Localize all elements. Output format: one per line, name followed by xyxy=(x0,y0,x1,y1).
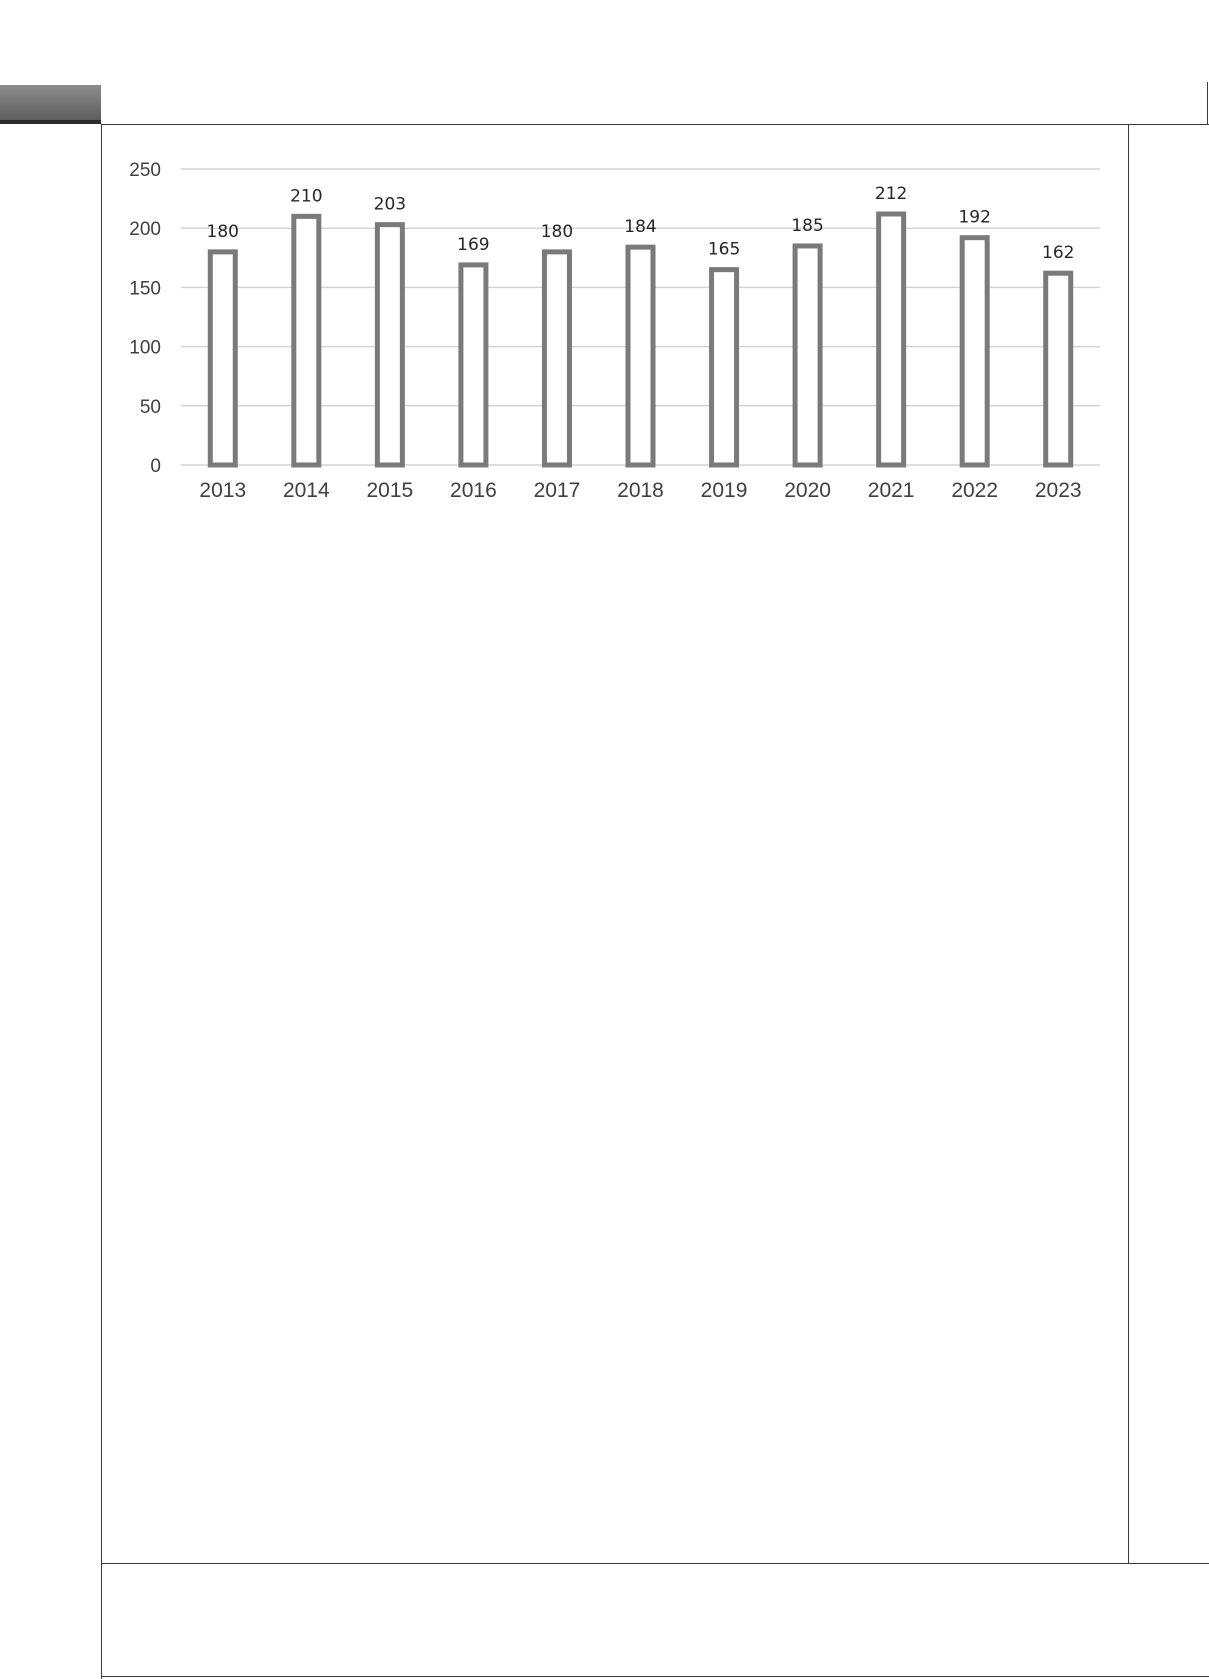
x-tick-label-2015: 2015 xyxy=(366,479,414,502)
x-tick-label-2023: 2023 xyxy=(1034,479,1082,502)
y-tick-label: 0 xyxy=(150,456,161,477)
bar-2018 xyxy=(628,247,653,465)
bar-2013 xyxy=(210,252,235,465)
y-tick-label: 150 xyxy=(129,278,161,300)
x-tick-label-2019: 2019 xyxy=(700,479,748,502)
data-label-2022: 192 xyxy=(958,207,991,228)
data-label-2021: 212 xyxy=(874,183,908,204)
bar-2019 xyxy=(712,270,737,465)
x-tick-label-2022: 2022 xyxy=(951,479,999,502)
x-tick-label-2017: 2017 xyxy=(533,479,581,502)
y-tick-label: 250 xyxy=(129,160,161,181)
data-label-2014: 210 xyxy=(290,186,323,207)
y-tick-label: 100 xyxy=(129,337,161,359)
y-tick-label: 50 xyxy=(139,396,161,418)
bar-2017 xyxy=(544,252,569,465)
x-axis-ticks xyxy=(199,479,1081,502)
x-tick-label-2014: 2014 xyxy=(282,479,330,502)
bars xyxy=(210,214,1070,465)
data-label-2015: 203 xyxy=(373,194,407,215)
bar-2014 xyxy=(294,216,319,465)
x-tick-label-2016: 2016 xyxy=(450,479,497,502)
x-tick-label-2013: 2013 xyxy=(199,479,247,502)
data-label-2020: 185 xyxy=(791,215,824,236)
bar-chart xyxy=(0,0,1209,540)
y-tick-label: 200 xyxy=(129,219,161,241)
data-label-2019: 165 xyxy=(707,239,741,260)
x-tick-label-2021: 2021 xyxy=(867,479,915,502)
x-tick-label-2018: 2018 xyxy=(617,479,664,502)
page-bottom-rule xyxy=(101,1676,1209,1677)
x-tick-label-2020: 2020 xyxy=(784,479,831,502)
bar-2020 xyxy=(795,246,820,465)
bar-2016 xyxy=(461,265,486,465)
bar-2015 xyxy=(377,225,402,465)
data-label-2013: 180 xyxy=(206,221,239,242)
bar-2022 xyxy=(962,238,987,465)
data-label-2018: 184 xyxy=(624,217,657,238)
y-axis-ticks xyxy=(129,160,161,477)
bar-2023 xyxy=(1046,273,1071,465)
bar-2021 xyxy=(879,214,904,465)
data-label-2017: 180 xyxy=(540,221,574,242)
footer-rule xyxy=(101,1563,1209,1564)
data-label-2023: 162 xyxy=(1042,243,1075,264)
data-label-2016: 169 xyxy=(457,234,490,255)
